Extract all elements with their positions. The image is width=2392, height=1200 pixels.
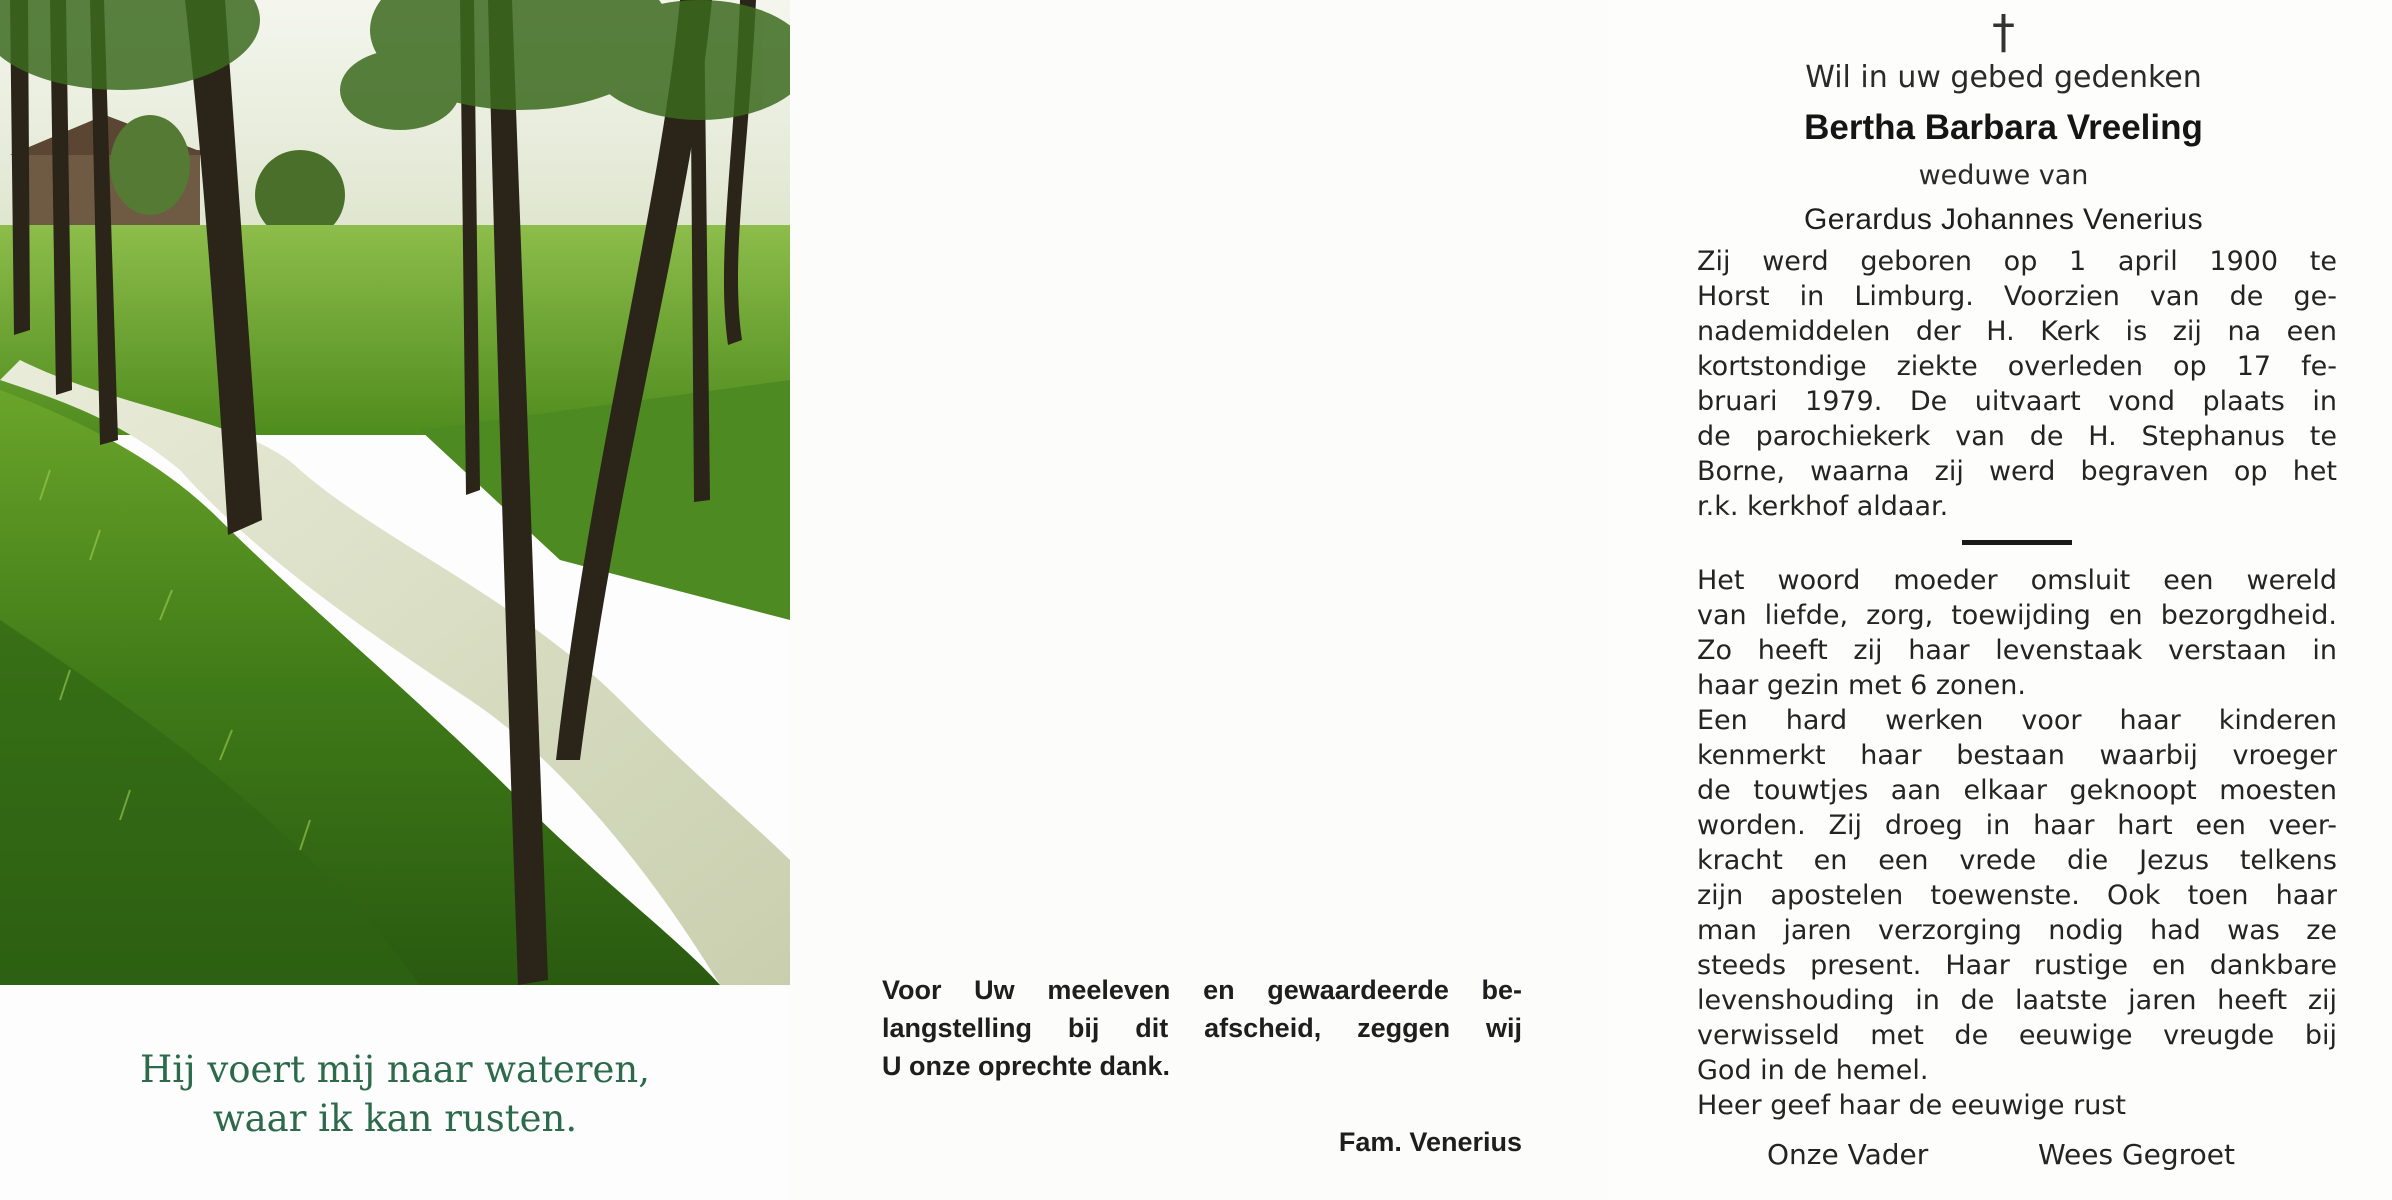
tribute-line: Heer geef haar de eeuwige rust	[1697, 1090, 2126, 1121]
spouse-name: Gerardus Johannes Venerius	[1804, 203, 2203, 236]
landscape-photo	[0, 0, 790, 985]
tribute-line: man jaren verzorging nodig had was ze	[1697, 915, 2337, 946]
tribute-line: worden. Zij droeg in haar hart een veer-	[1697, 810, 2337, 841]
left-panel	[0, 0, 790, 1200]
thanks-line-1: Voor Uw meeleven en gewaardeerde be-	[882, 975, 1522, 1005]
tribute-line: van liefde, zorg, toewijding en bezorgdheid.	[1697, 600, 2337, 631]
tribute-line: Het woord moeder omsluit een wereld	[1697, 565, 2337, 596]
prayer-wees-gegroet: Wees Gegroet	[2038, 1138, 2235, 1171]
cross-icon: †	[1992, 5, 2015, 59]
biography-line: Borne, waarna zij werd begraven op het	[1697, 456, 2337, 487]
tribute-line: God in de hemel.	[1697, 1055, 1929, 1086]
tribute-line: steeds present. Haar rustige en dankbare	[1697, 950, 2337, 981]
thanks-line-3: U onze oprechte dank.	[882, 1051, 1171, 1081]
section-divider	[1962, 540, 2072, 545]
biography-line: r.k. kerkhof aldaar.	[1697, 491, 1949, 522]
tribute-line: Zo heeft zij haar levenstaak verstaan in	[1697, 635, 2337, 666]
tribute-line: Een hard werken voor haar kinderen	[1697, 705, 2337, 736]
middle-panel	[790, 0, 1615, 1200]
tribute-line: de touwtjes aan elkaar geknoopt moesten	[1697, 775, 2337, 806]
tribute-line: kracht en een vrede die Jezus telkens	[1697, 845, 2337, 876]
biography-line: Horst in Limburg. Voorzien van de ge-	[1697, 281, 2337, 312]
tribute-line: kenmerkt haar bestaan waarbij vroeger	[1697, 740, 2337, 771]
thanks-line-2: langstelling bij dit afscheid, zeggen wij	[882, 1013, 1522, 1043]
tribute-line: verwisseld met de eeuwige vreugde bij	[1697, 1020, 2337, 1051]
psalm-line-1: Hij voert mij naar wateren,	[140, 1048, 650, 1091]
intro-text: Wil in uw gebed gedenken	[1805, 60, 2202, 95]
biography-line: nademiddelen der H. Kerk is zij na een	[1697, 316, 2337, 347]
biography-line: kortstondige ziekte overleden op 17 fe-	[1697, 351, 2337, 382]
landscape-illustration	[0, 0, 790, 985]
prayer-onze-vader: Onze Vader	[1767, 1138, 1929, 1171]
biography-line: de parochiekerk van de H. Stephanus te	[1697, 421, 2337, 452]
biography-line: Zij werd geboren op 1 april 1900 te	[1697, 246, 2337, 277]
tribute-line: zijn apostelen toewenste. Ook toen haar	[1697, 880, 2337, 911]
right-panel	[1615, 0, 2392, 1200]
psalm-line-2: waar ik kan rusten.	[212, 1097, 578, 1140]
deceased-name: Bertha Barbara Vreeling	[1804, 108, 2203, 147]
family-signature: Fam. Venerius	[1338, 1127, 1522, 1157]
tribute-line: levenshouding in de laatste jaren heeft zij	[1697, 985, 2337, 1016]
biography-line: bruari 1979. De uitvaart vond plaats in	[1697, 386, 2337, 417]
widow-of-text: weduwe van	[1918, 160, 2089, 191]
tribute-line: haar gezin met 6 zonen.	[1697, 670, 2026, 701]
